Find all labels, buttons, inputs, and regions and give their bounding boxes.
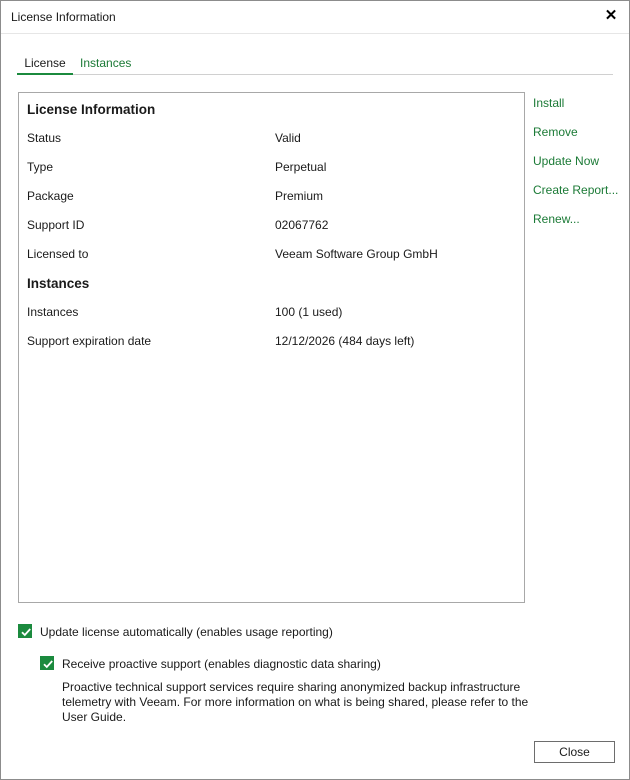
window-title: License Information (11, 10, 116, 24)
tab-bar (17, 53, 613, 75)
support-expiration-value: 12/12/2026 (484 days left) (275, 334, 415, 348)
auto-update-checkbox[interactable] (18, 624, 32, 638)
support-expiration-label: Support expiration date (27, 334, 152, 348)
close-icon[interactable]: ✕ (604, 7, 618, 24)
update-now-link[interactable]: Update Now (533, 154, 600, 168)
proactive-support-label[interactable]: Receive proactive support (enables diagnostic data sharing) (62, 657, 381, 671)
licensed-to-value: Veeam Software Group GmbH (275, 247, 438, 261)
status-label: Status (27, 131, 62, 145)
title-bar (1, 1, 629, 34)
instances-section-title: Instances (27, 276, 90, 291)
license-info-panel (18, 92, 525, 603)
proactive-support-checkbox[interactable] (40, 656, 54, 670)
close-button[interactable]: Close (534, 741, 615, 763)
instances-label: Instances (27, 305, 79, 319)
support-id-value: 02067762 (275, 218, 329, 232)
proactive-support-note: Proactive technical support services require sharing anonymized backup infrastructure telemetry with Veeam. For more information on what is being shared, please refer to the User Guide. (62, 680, 529, 724)
package-value: Premium (275, 189, 324, 203)
install-link[interactable]: Install (533, 96, 565, 110)
auto-update-label[interactable]: Update license automatically (enables usage reporting) (40, 625, 333, 639)
type-label: Type (27, 160, 54, 174)
licensed-to-label: Licensed to (27, 247, 89, 261)
instances-value: 100 (1 used) (275, 305, 343, 319)
package-label: Package (27, 189, 74, 203)
license-section-title: License Information (27, 102, 156, 117)
checkmark-icon (42, 658, 54, 670)
remove-link[interactable]: Remove (533, 125, 578, 139)
status-value: Valid (275, 131, 301, 145)
checkmark-icon (20, 626, 32, 638)
tab-instances[interactable]: Instances (80, 56, 132, 70)
tab-license[interactable]: License (17, 56, 73, 75)
create-report-link[interactable]: Create Report... (533, 183, 619, 197)
support-id-label: Support ID (27, 218, 85, 232)
type-value: Perpetual (275, 160, 327, 174)
renew-link[interactable]: Renew... (533, 212, 580, 226)
